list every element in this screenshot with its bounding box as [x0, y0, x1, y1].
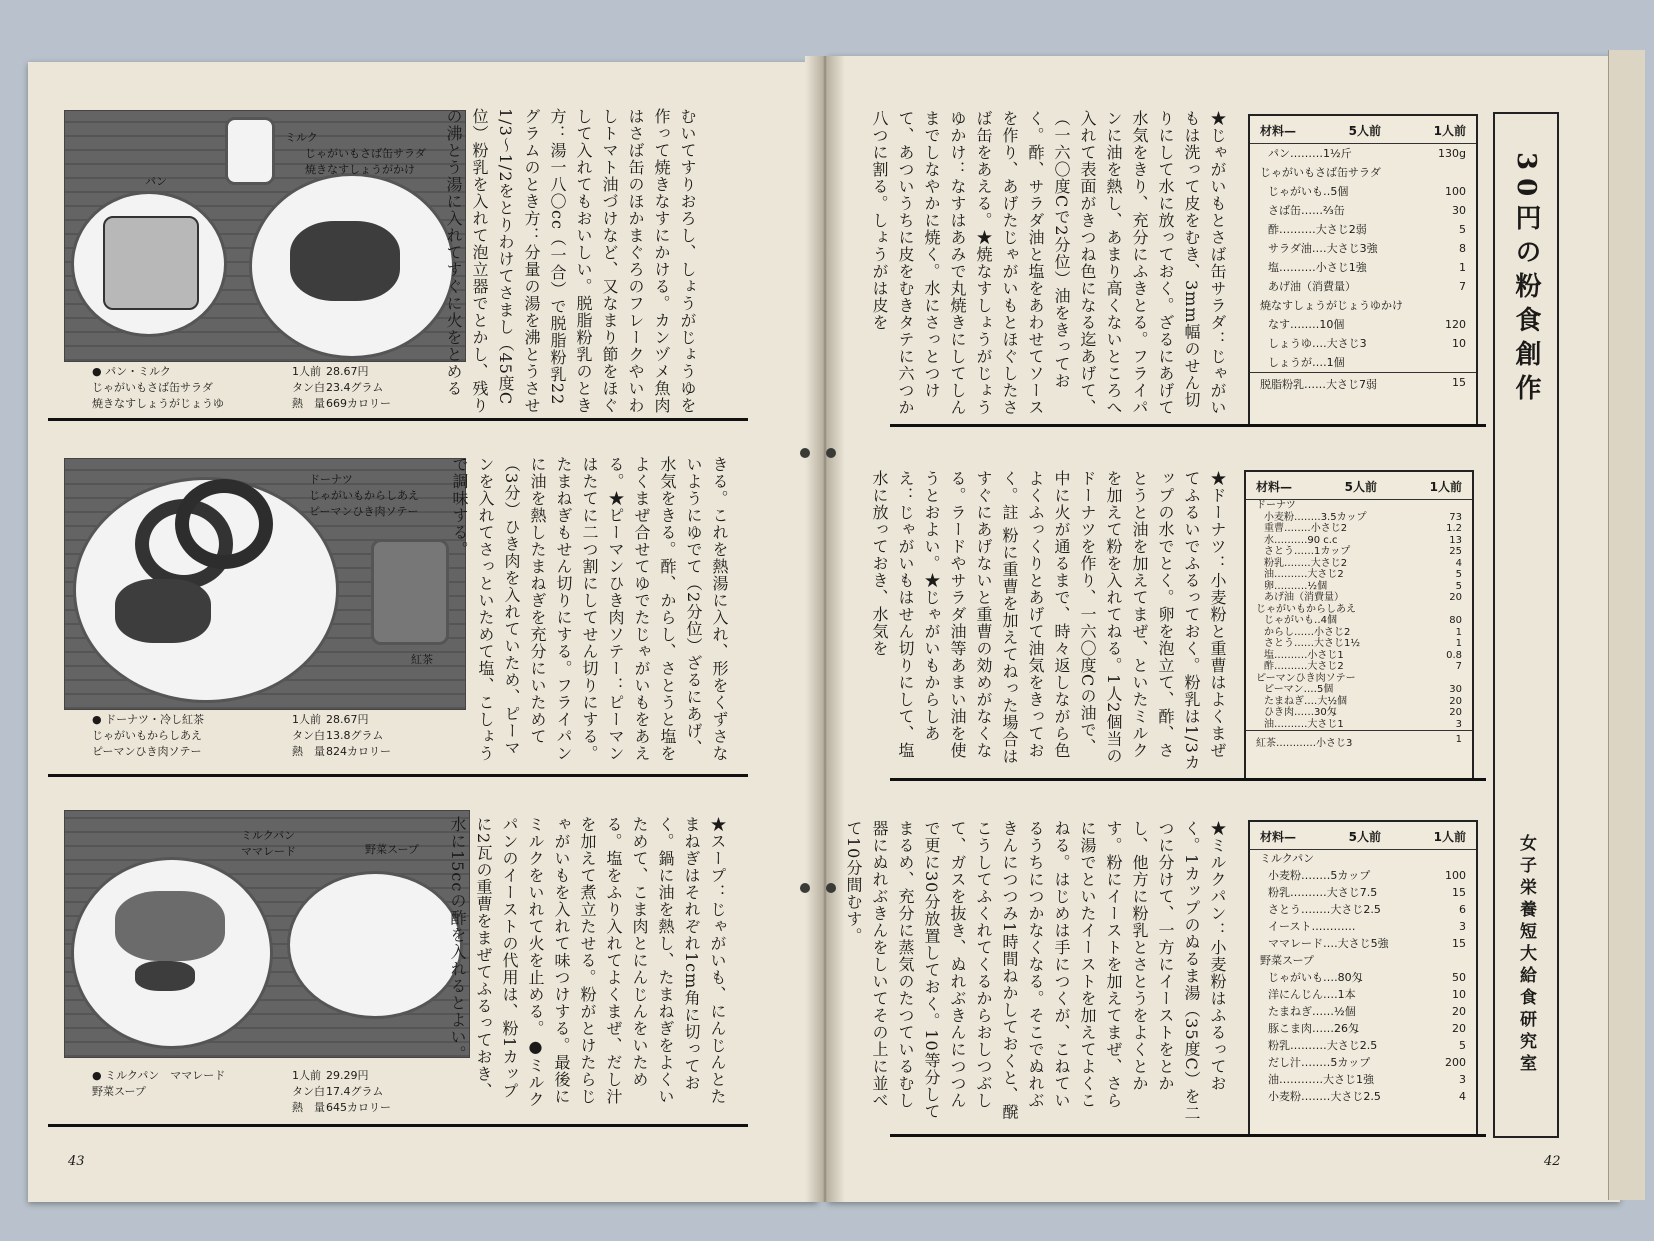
menu-item: 焼きなすしょうがじょうゆ — [92, 397, 224, 410]
ingredient-name: さとう‥‥‥大さじ1½ — [1264, 638, 1361, 649]
ingredient-name: さば缶‥‥‥⅔缶 — [1268, 204, 1345, 217]
ingredient-name: 小麦粉‥‥‥‥3.5カップ — [1264, 511, 1367, 523]
ingredient-amount: 30 — [1452, 204, 1466, 217]
table-row — [1250, 1003, 1476, 1020]
ingredient-amount: 20 — [1452, 1005, 1466, 1018]
ingredient-amount: 7 — [1459, 280, 1466, 293]
serving-label: 1人前 — [292, 365, 321, 378]
ingredient-name: 小麦粉‥‥‥‥5カップ — [1268, 869, 1371, 882]
ingredient-amount: 10 — [1452, 988, 1466, 1001]
table-row — [1250, 969, 1476, 986]
protein-label: タン白 — [292, 1085, 325, 1098]
ingredient-name: 小麦粉‥‥‥‥大さじ2.5 — [1268, 1090, 1381, 1103]
ingredient-name: 洋にんじん‥‥1本 — [1268, 988, 1356, 1001]
ingredient-amount: 4 — [1459, 1090, 1466, 1103]
ingredient-amount: 100 — [1445, 185, 1466, 198]
section-divider — [890, 1134, 1486, 1137]
ingredient-amount: 3 — [1459, 920, 1466, 933]
section-divider — [48, 418, 748, 421]
table-row — [1250, 163, 1476, 182]
ingredient-name: じゃがいも‥‥80匁 — [1268, 971, 1363, 984]
protein-value: 13.8グラム — [326, 729, 384, 742]
ingredient-name: さとう‥‥‥‥大さじ2.5 — [1268, 903, 1381, 916]
ingredient-name: 油‥‥‥‥‥大さじ2 — [1264, 569, 1344, 580]
ingredient-name: ピーマン‥‥5個 — [1264, 684, 1334, 695]
soup-bowl — [287, 871, 463, 1019]
recipe-text-5 — [870, 470, 1230, 772]
ingredient-name: 重曹‥‥‥‥小さじ2 — [1264, 523, 1348, 534]
staple-hole — [800, 448, 810, 458]
table-row — [1250, 296, 1476, 315]
header-cell: 1人前 — [1433, 830, 1466, 844]
bread — [103, 216, 199, 310]
staple-hole — [826, 883, 836, 893]
ingredient-name: じゃがいもさば缶サラダ — [1260, 166, 1381, 179]
table-body — [1250, 850, 1476, 1105]
photo-label: ママレード — [241, 845, 296, 858]
recipe-paragraph: ★スープ：じゃがいも、にんじんとたまねぎはそれぞれ1cm角に切っておく。鍋に油を熱し、たまねぎをよくいためて、こま肉とにんじんをいためる。塩をふり入れてよくまぜ、だし汁を加えて煮立たせる。粉がとけたらじゃがいもを入れて味つけする。最後にミルクをいれて火を止める。●ミルクパンのイーストの代用は、粉1カップに2瓦の重曹をまぜてふるっておき、水に15ccの酢を入れるとよい。 — [448, 816, 727, 1108]
table-row — [1250, 1088, 1476, 1105]
page-number: 43 — [68, 1154, 85, 1169]
binding-gutter — [805, 56, 845, 1202]
menu-item: ピーマンひき肉ソテー — [92, 745, 202, 758]
marmalade — [135, 961, 195, 991]
table-row — [1250, 1054, 1476, 1071]
protein-value: 17.4グラム — [326, 1085, 384, 1098]
recipe-paragraph: むいてすりおろし、しょうがじょうゆを作って焼きなすにかける。カンヅメ魚肉はさば缶のほかまぐろのフレークやいわしトマト油づけなど、又なまり節をほぐして入れてもおいしい。脱脂粉乳のとき方：湯一八〇cc（一合）で脱脂粉乳22グラムのとき方：分量の湯を沸とうさせ1/3〜1/2をとりわけてさまし（45度C位）粉乳を入れて泡立器でとかし、残りの沸とう湯に入れてすぐに火をとめる — [444, 108, 697, 414]
ingredient-name: パン………1½斤 — [1268, 147, 1352, 160]
photo-label: 紅茶 — [411, 653, 433, 666]
food-photo-2 — [64, 458, 466, 710]
recipe-text-4 — [870, 110, 1230, 416]
recipe-text-3 — [448, 816, 730, 1112]
ingredient-name: 粉乳‥‥‥‥‥大さじ2.5 — [1268, 1039, 1378, 1052]
ingredient-name: 粉乳‥‥‥‥大さじ2 — [1264, 557, 1348, 569]
ingredient-amount: 5 — [1459, 223, 1466, 236]
ingredient-name: 卵‥‥‥‥‥½個 — [1264, 580, 1328, 592]
table-row — [1246, 627, 1472, 639]
menu-item — [92, 1100, 292, 1116]
footer-value: 1 — [1455, 734, 1462, 745]
food-photo-1 — [64, 110, 466, 362]
table-row — [1246, 535, 1472, 547]
protein-value: 23.4グラム — [326, 381, 384, 394]
ingredient-amount: 200 — [1445, 1056, 1466, 1069]
ingredient-name: イースト‥‥‥‥‥‥ — [1268, 920, 1356, 933]
ingredient-amount: 0.8 — [1446, 649, 1462, 661]
ingredient-name: なす‥‥‥‥10個 — [1268, 318, 1345, 331]
ingredient-name: 粉乳‥‥‥‥‥大さじ7.5 — [1268, 886, 1378, 899]
table-row — [1246, 592, 1472, 604]
ingredient-amount: 15 — [1452, 937, 1466, 950]
table-row — [1250, 952, 1476, 969]
milk-bread — [115, 891, 225, 961]
ingredient-amount: 130g — [1438, 147, 1466, 160]
ingredient-amount: 3 — [1455, 718, 1462, 730]
table-row — [1246, 661, 1472, 673]
ingredient-amount: 20 — [1449, 592, 1462, 603]
protein-label: タン白 — [292, 381, 325, 394]
ingredient-amount: 50 — [1452, 971, 1466, 984]
title-box — [1493, 112, 1559, 1138]
serving-label: 1人前 — [292, 1069, 321, 1082]
ingredient-name: 酢‥‥‥‥‥大さじ2弱 — [1268, 223, 1367, 236]
table-row — [1250, 315, 1476, 334]
page-number: 42 — [1544, 1154, 1561, 1169]
ingredient-amount: 1 — [1455, 638, 1462, 649]
cost-value: 28.67円 — [326, 365, 369, 378]
nutrition-caption-1 — [92, 364, 391, 412]
ingredient-name: サラダ油‥‥大さじ3強 — [1268, 242, 1378, 255]
ingredient-amount: 4 — [1455, 557, 1462, 569]
ingredient-amount: 5 — [1455, 569, 1462, 580]
table-row — [1246, 558, 1472, 570]
ingredient-table-1 — [1248, 114, 1478, 426]
ingredient-name: 塩‥‥‥‥‥小さじ1強 — [1268, 261, 1367, 274]
table-row — [1250, 935, 1476, 952]
table-header — [1250, 116, 1476, 144]
ingredient-amount: 6 — [1459, 903, 1466, 916]
ingredient-amount: 7 — [1455, 661, 1462, 672]
ingredient-amount: 20 — [1449, 695, 1462, 707]
table-row — [1250, 258, 1476, 277]
pepper-saute — [115, 579, 211, 643]
ingredient-name: 豚こま肉‥‥‥26匁 — [1268, 1022, 1360, 1035]
calorie-value: 824カロリー — [326, 745, 391, 758]
calorie-label: 熱 量 — [292, 397, 325, 410]
ingredient-name: じゃがいも‥5個 — [1268, 185, 1349, 198]
recipe-text-6 — [844, 820, 1230, 1122]
table-row — [1250, 850, 1476, 867]
table-row — [1250, 220, 1476, 239]
recipe-text-2 — [450, 456, 732, 768]
ingredient-name: ピーマンひき肉ソテー — [1256, 672, 1356, 684]
staple-hole — [800, 883, 810, 893]
calorie-value: 645カロリー — [326, 1101, 391, 1114]
ingredient-name: じゃがいも‥4個 — [1264, 615, 1338, 626]
food-photo-3 — [64, 810, 470, 1058]
footer-name: 紅茶‥‥‥‥‥‥小さじ3 — [1256, 738, 1353, 749]
ingredient-name: 水‥‥‥‥‥90 c.c — [1264, 534, 1338, 546]
table-footer — [1246, 730, 1472, 752]
ingredient-name: さとう‥‥‥1カップ — [1264, 546, 1351, 557]
table-row — [1246, 500, 1472, 512]
menu-item: じゃがいもからしあえ — [92, 729, 202, 742]
milk-glass — [225, 117, 275, 185]
recipe-paragraph: ★ドーナツ：小麦粉と重曹はよくまぜてふるいでふるっておく。粉乳は1/3カップの水でとく。卵を泡立て、酢、さとうと油を加えてまぜ、といたミルクを加えて粉を入れてねる。1人2個当のドーナツを作り、一六〇度Cの油で、中に火が通るまで、時々返しながら色よくふっくりとあげて油気をきっておく。註 粉に重曹を加えてねった場合はすぐにあげないと重曹の効めがなくなる。ラードやサラダ油等あまい油を使うとおよい。★じゃがいもからしあえ：じゃがいもはせん切りにして、塩水に放っておき、水気を — [870, 470, 1227, 771]
footer-name: 脱脂粉乳‥‥‥大さじ7弱 — [1260, 378, 1378, 391]
table-row — [1250, 201, 1476, 220]
ingredient-name: 塩‥‥‥‥‥小さじ1 — [1264, 649, 1344, 661]
section-divider — [48, 1124, 748, 1127]
ingredient-name: じゃがいもからしあえ — [1256, 603, 1356, 615]
recipe-paragraph: きる。これを熱湯に入れ、形をくずさないようにゆでて（2分位）ざるにあげ、水気をきる。酢、からし、さとうと塩をよくまぜ合せてゆでたじゃがいもをあえる。★ピーマンひき肉ソテー：ピーマンはたてに二つ割にしてせん切りにする。たまねぎもせん切りにする。フライパンに油を熱したまねぎを充分にいためて（3分）ひき肉を入れていため、ピーマンを入れてさっといためて塩、こしょうで調味する。 — [450, 456, 729, 762]
ingredient-amount: 15 — [1452, 886, 1466, 899]
ingredient-name: 酢‥‥‥‥‥大さじ2 — [1264, 661, 1344, 672]
staple-hole — [826, 448, 836, 458]
table-row — [1250, 986, 1476, 1003]
table-row — [1246, 696, 1472, 708]
ingredient-name: 油‥‥‥‥‥‥大さじ1強 — [1268, 1073, 1375, 1086]
recipe-paragraph: ★じゃがいもとさば缶サラダ：じゃがいもは洗って皮をむき、3mm幅のせん切りにして水に放っておく。ざるにあげて水気をきり、充分にふきとる。フライパンに油を熱し、あまり高くないところへ入れて表面がきつね色になる迄あげて、（一六〇度Cで2分位）油をきっておく。酢、サラダ油と塩をあわせてソースを作り、あげたじゃがいもとほぐしたさば缶をあえる。★焼なすしょうがじょうゆかけ：なすはあみで丸焼きにしてしんまでしなやかに焼く。水にさっとつけて、あついうちに皮をむきタテに六つか八つに割る。しょうがは皮を — [870, 110, 1227, 416]
table-row — [1246, 707, 1472, 719]
header-cell: 1人前 — [1433, 124, 1466, 138]
photo-label: ミルクパン — [241, 829, 296, 842]
table-row — [1246, 673, 1472, 685]
table-row — [1250, 867, 1476, 884]
cost-value: 29.29円 — [326, 1069, 369, 1082]
page-edge — [1608, 50, 1645, 1200]
ingredient-amount: 20 — [1452, 1022, 1466, 1035]
calorie-label: 熱 量 — [292, 1101, 325, 1114]
menu-item: ● ドーナツ・冷し紅茶 — [92, 713, 204, 726]
table-row — [1250, 144, 1476, 163]
nutrition-caption-2 — [92, 712, 391, 760]
photo-label: ミルク — [285, 131, 318, 144]
ingredient-name: たまねぎ‥‥大½個 — [1264, 695, 1348, 707]
table-row — [1246, 581, 1472, 593]
table-row — [1246, 546, 1472, 558]
salad — [290, 221, 400, 301]
ingredient-amount: 8 — [1459, 242, 1466, 255]
photo-label: じゃがいもからしあえ — [309, 489, 419, 502]
tea-glass — [371, 539, 449, 645]
table-row — [1246, 684, 1472, 696]
table-row — [1250, 334, 1476, 353]
table-row — [1250, 1037, 1476, 1054]
table-row — [1250, 277, 1476, 296]
table-row — [1246, 615, 1472, 627]
ingredient-amount: 5 — [1455, 580, 1462, 592]
table-row — [1250, 1071, 1476, 1088]
ingredient-name: ドーナツ — [1256, 500, 1296, 511]
table-header — [1250, 822, 1476, 850]
header-cell: 材料— — [1260, 830, 1297, 844]
table-row — [1246, 650, 1472, 662]
table-row — [1246, 523, 1472, 535]
donut — [175, 479, 273, 569]
header-cell: 1人前 — [1429, 480, 1462, 494]
photo-label: ドーナツ — [309, 473, 353, 486]
photo-label: 野菜スープ — [365, 843, 419, 856]
photo-label: パン — [145, 175, 167, 188]
table-row — [1246, 512, 1472, 524]
header-cell: 5人前 — [1348, 124, 1381, 138]
ingredient-table-2 — [1244, 470, 1474, 780]
table-row — [1246, 569, 1472, 581]
calorie-value: 669カロリー — [326, 397, 391, 410]
ingredient-name: ミルクパン — [1260, 852, 1315, 865]
ingredient-name: あげ油（消費量） — [1268, 280, 1356, 293]
ingredient-name: 野菜スープ — [1260, 954, 1314, 967]
ingredient-amount: 1 — [1455, 626, 1462, 638]
table-row — [1250, 353, 1476, 372]
serving-label: 1人前 — [292, 713, 321, 726]
ingredient-name: からし‥‥‥小さじ2 — [1264, 626, 1351, 638]
ingredient-amount: 3 — [1459, 1073, 1466, 1086]
table-row — [1250, 239, 1476, 258]
ingredient-amount: 20 — [1449, 707, 1462, 718]
article-title: 30円の粉食創作 — [1511, 152, 1541, 409]
header-cell: 5人前 — [1348, 830, 1381, 844]
table-header — [1246, 472, 1472, 500]
ingredient-amount: 10 — [1452, 337, 1466, 350]
ingredient-name: ママレード‥‥大さじ5強 — [1268, 937, 1389, 950]
ingredient-amount: 13 — [1449, 534, 1462, 546]
ingredient-amount: 5 — [1459, 1039, 1466, 1052]
menu-item: 野菜スープ — [92, 1085, 146, 1098]
ingredient-amount: 120 — [1445, 318, 1466, 331]
ingredient-name: しょうゆ‥‥大さじ3 — [1268, 337, 1367, 350]
table-footer — [1250, 372, 1476, 395]
table-body — [1246, 500, 1472, 730]
menu-item: ● ミルクパン ママレード — [92, 1069, 226, 1082]
table-row — [1250, 884, 1476, 901]
table-body — [1250, 144, 1476, 372]
table-row — [1250, 1020, 1476, 1037]
header-cell: 材料— — [1256, 480, 1293, 494]
article-author: 女子栄養短大給食研究室 — [1516, 834, 1536, 1076]
recipe-paragraph: ★ミルクパン：小麦粉はふるっておく。1カップのぬるま湯（35度C）を二つに分けて、一方にイーストをとかし、他方に粉乳とさとうをよくとかす。粉にイーストを加えてまぜ、さらに湯でといたイーストを加えてよくこねる。はじめは手につくが、こねているうちにつかなくなる。そこでぬれぶきんにつつみ1時間ねかしておくと、醗こうしてふくれてくるからおしつぶして、ガスを抜き、ぬれぶきんにつつんで更に30分放置しておく。10等分してまるめ、充分に蒸気のたつているむし器にぬれぶきんをしいてその上に並べて10分間むす。 — [844, 820, 1227, 1122]
ingredient-name: だし汁‥‥‥‥5カップ — [1268, 1056, 1371, 1069]
ingredient-amount: 30 — [1449, 684, 1462, 695]
ingredient-amount: 80 — [1449, 615, 1462, 626]
ingredient-name: あげ油（消費量） — [1264, 592, 1344, 603]
table-row — [1250, 918, 1476, 935]
header-cell: 材料— — [1260, 124, 1297, 138]
section-divider — [48, 774, 748, 777]
ingredient-amount: 1 — [1459, 261, 1466, 274]
cost-value: 28.67円 — [326, 713, 369, 726]
ingredient-name: 油‥‥‥‥‥大さじ1 — [1264, 718, 1344, 730]
ingredient-amount: 73 — [1449, 511, 1462, 523]
ingredient-name: しょうが‥‥1個 — [1268, 356, 1345, 369]
section-divider — [890, 778, 1486, 781]
ingredient-amount: 1.2 — [1446, 523, 1462, 534]
photo-label: ピーマンひき肉ソテー — [309, 505, 419, 518]
recipe-text-1 — [444, 108, 700, 414]
ingredient-name: ひき肉‥‥‥30匁 — [1264, 707, 1337, 718]
nutrition-caption-3 — [92, 1068, 391, 1116]
calorie-label: 熱 量 — [292, 745, 325, 758]
table-row — [1246, 638, 1472, 650]
ingredient-name: 焼なすしょうがじょうゆかけ — [1260, 299, 1403, 312]
table-row — [1250, 182, 1476, 201]
table-row — [1246, 604, 1472, 616]
photo-label: じゃがいもさば缶サラダ — [305, 147, 426, 160]
photo-label: 焼きなすしょうがかけ — [305, 163, 415, 176]
footer-value: 15 — [1452, 376, 1466, 389]
section-divider — [890, 424, 1486, 427]
table-row — [1246, 719, 1472, 731]
table-row — [1250, 901, 1476, 918]
ingredient-table-3 — [1248, 820, 1478, 1136]
ingredient-amount: 100 — [1445, 869, 1466, 882]
protein-label: タン白 — [292, 729, 325, 742]
header-cell: 5人前 — [1344, 480, 1377, 494]
ingredient-name: たまねぎ‥‥‥½個 — [1268, 1005, 1356, 1018]
ingredient-amount: 25 — [1449, 546, 1462, 557]
menu-item: ● パン・ミルク — [92, 365, 171, 378]
menu-item: じゃがいもさば缶サラダ — [92, 381, 213, 394]
